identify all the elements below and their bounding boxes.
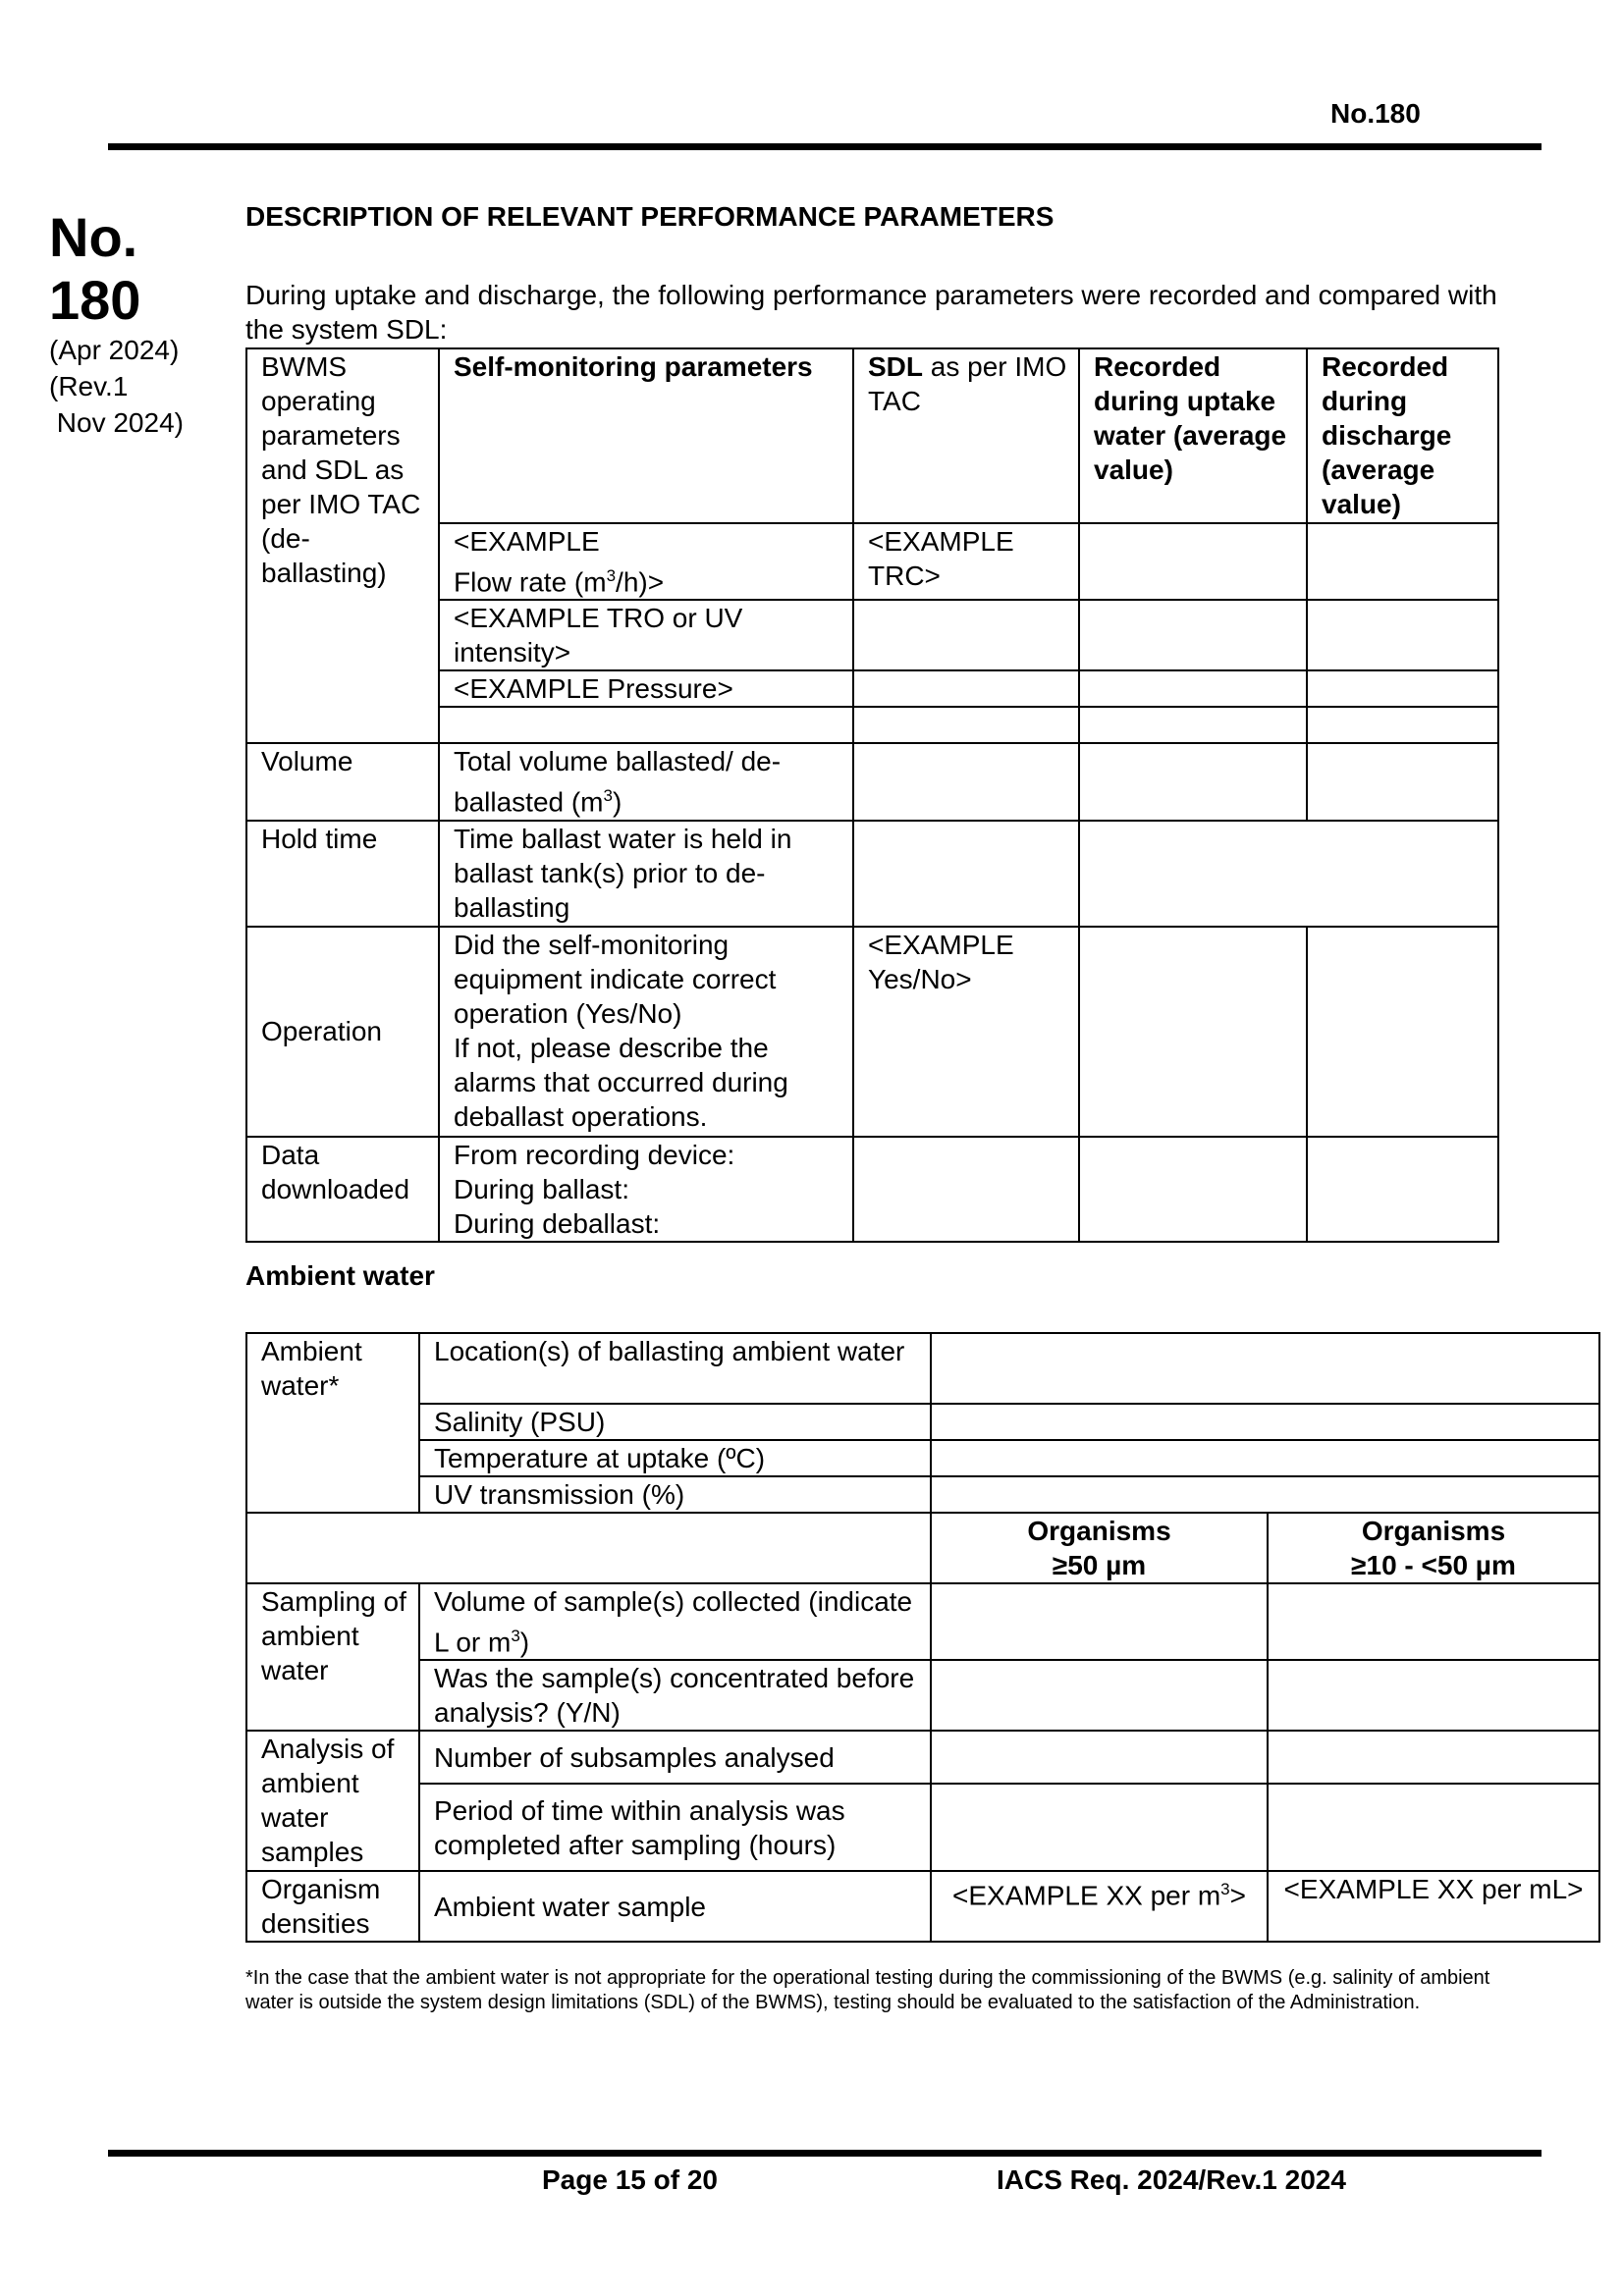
- empty-cell[interactable]: [1307, 1137, 1498, 1242]
- col-header-bwms: BWMS operating parameters and SDL as per IMO TAC (de-ballasting): [246, 348, 439, 743]
- location-text: Location(s) of ballasting ambient water: [419, 1333, 931, 1404]
- empty-cell[interactable]: [853, 670, 1079, 707]
- empty-cell[interactable]: [931, 1731, 1268, 1784]
- data-downloaded-label: Data downloaded: [246, 1137, 439, 1242]
- densities-text: Ambient water sample: [419, 1871, 931, 1942]
- empty-cell[interactable]: [1079, 927, 1307, 1137]
- empty-cell[interactable]: [931, 1660, 1268, 1731]
- organisms-10-50-header: Organisms ≥10 - <50 µm: [1268, 1513, 1599, 1583]
- operation-label: Operation: [246, 927, 439, 1137]
- ambient-water-heading: Ambient water: [245, 1260, 435, 1291]
- empty-cell[interactable]: [1079, 523, 1307, 600]
- side-date-1: (Apr 2024): [49, 335, 180, 365]
- empty-cell[interactable]: [1079, 743, 1307, 820]
- data-downloaded-text: From recording device: During ballast: During deballast:: [439, 1137, 853, 1242]
- tro-cell: <EXAMPLE TRO or UV intensity>: [439, 600, 853, 670]
- empty-cell[interactable]: [1268, 1784, 1599, 1871]
- header-document-number: No.180: [1330, 98, 1421, 129]
- side-reference: [49, 206, 184, 441]
- sampling-label: Sampling of ambient water: [246, 1583, 419, 1731]
- side-number: 180: [49, 269, 141, 331]
- empty-cell[interactable]: [1268, 1660, 1599, 1731]
- empty-cell[interactable]: [1079, 670, 1307, 707]
- uv-transmission-text: UV transmission (%): [419, 1476, 931, 1513]
- trc-cell: <EXAMPLE TRC>: [853, 523, 1079, 600]
- temperature-text: Temperature at uptake (ºC): [419, 1440, 931, 1476]
- empty-cell[interactable]: [853, 1137, 1079, 1242]
- ambient-water-table: [245, 1332, 1600, 1943]
- sample-concentrated-text: Was the sample(s) concentrated before analysis? (Y/N): [419, 1660, 931, 1731]
- intro-paragraph: During uptake and discharge, the following performance parameters were recorded and compared with the system SDL:: [245, 280, 1497, 345]
- empty-cell[interactable]: [1079, 600, 1307, 670]
- empty-cell[interactable]: [853, 821, 1079, 927]
- analysis-period-text: Period of time within analysis was completed after sampling (hours): [419, 1784, 931, 1871]
- pressure-cell: <EXAMPLE Pressure>: [439, 670, 853, 707]
- empty-header-cell: [246, 1513, 931, 1583]
- side-no: No.: [49, 206, 138, 268]
- analysis-label: Analysis of ambient water samples: [246, 1731, 419, 1871]
- empty-cell[interactable]: [1307, 927, 1498, 1137]
- side-date-3: Nov 2024): [49, 407, 184, 438]
- densities-label: Organism densities: [246, 1871, 419, 1942]
- density-example-1: <EXAMPLE XX per $m^3>$: [931, 1871, 1268, 1942]
- empty-cell[interactable]: [1079, 1137, 1307, 1242]
- hold-time-text: Time ballast water is held in ballast tank(s) prior to de-ballasting: [439, 821, 853, 927]
- empty-cell[interactable]: [1268, 1731, 1599, 1784]
- flow-rate-cell: <EXAMPLE Flow rate $(m^3/h)>$: [439, 523, 853, 600]
- empty-cell[interactable]: [1307, 600, 1498, 670]
- section-title: DESCRIPTION OF RELEVANT PERFORMANCE PARAMETERS: [245, 201, 1055, 232]
- hold-time-label: Hold time: [246, 821, 439, 927]
- footer-rule: [108, 2150, 1542, 2157]
- empty-cell[interactable]: [931, 1404, 1599, 1440]
- empty-cell[interactable]: [931, 1784, 1268, 1871]
- empty-cell[interactable]: [853, 743, 1079, 820]
- empty-cell[interactable]: [1079, 821, 1498, 927]
- header-rule: [108, 143, 1542, 150]
- organisms-50-header: Organisms ≥50 µm: [931, 1513, 1268, 1583]
- empty-cell[interactable]: [1307, 670, 1498, 707]
- footer-page-number: Page 15 of 20: [542, 2164, 718, 2195]
- side-date-2: (Rev.1: [49, 371, 129, 401]
- empty-cell[interactable]: [853, 600, 1079, 670]
- empty-cell[interactable]: [931, 1583, 1268, 1660]
- empty-cell[interactable]: [1307, 523, 1498, 600]
- empty-cell[interactable]: [1268, 1583, 1599, 1660]
- footer-reference: IACS Req. 2024/Rev.1 2024: [997, 2164, 1346, 2195]
- volume-label: Volume: [246, 743, 439, 820]
- ambient-water-label: Ambient water*: [246, 1333, 419, 1513]
- volume-text: Total volume ballasted/ de-ballasted $(m^3)$: [439, 743, 853, 820]
- col-header-sdl: SDL as per IMO TAC: [853, 348, 1079, 523]
- empty-cell[interactable]: [931, 1333, 1599, 1404]
- empty-cell[interactable]: [931, 1476, 1599, 1513]
- footnote: *In the case that the ambient water is not appropriate for the operational testing during the commissioning of the BWMS (e.g. salinity of ambient water is outside the system design limitations (SDL) of the BWMS), testing should be evaluated to the satisfaction of the Administration.: [245, 1967, 1490, 2013]
- empty-cell[interactable]: [1307, 743, 1498, 820]
- sample-volume-text: Volume of sample(s) collected (indicate L or $m^3$): [419, 1583, 931, 1660]
- empty-cell[interactable]: [439, 707, 853, 743]
- empty-cell[interactable]: [853, 707, 1079, 743]
- empty-cell[interactable]: [931, 1440, 1599, 1476]
- operation-example: <EXAMPLE Yes/No>: [853, 927, 1079, 1137]
- empty-cell[interactable]: [1079, 707, 1307, 743]
- operation-text: Did the self-monitoring equipment indicate correct operation (Yes/No) If not, please describe the alarms that occurred during deballast operations.: [439, 927, 853, 1137]
- performance-parameters-table: [245, 347, 1499, 1243]
- empty-cell[interactable]: [1307, 707, 1498, 743]
- col-header-self-monitoring: Self-monitoring parameters: [439, 348, 853, 523]
- salinity-text: Salinity (PSU): [419, 1404, 931, 1440]
- density-example-2: <EXAMPLE XX per mL>: [1268, 1871, 1599, 1942]
- col-header-uptake: Recorded during uptake water (average value): [1079, 348, 1307, 523]
- subsamples-text: Number of subsamples analysed: [419, 1731, 931, 1784]
- col-header-discharge: Recorded during discharge (average value): [1307, 348, 1498, 523]
